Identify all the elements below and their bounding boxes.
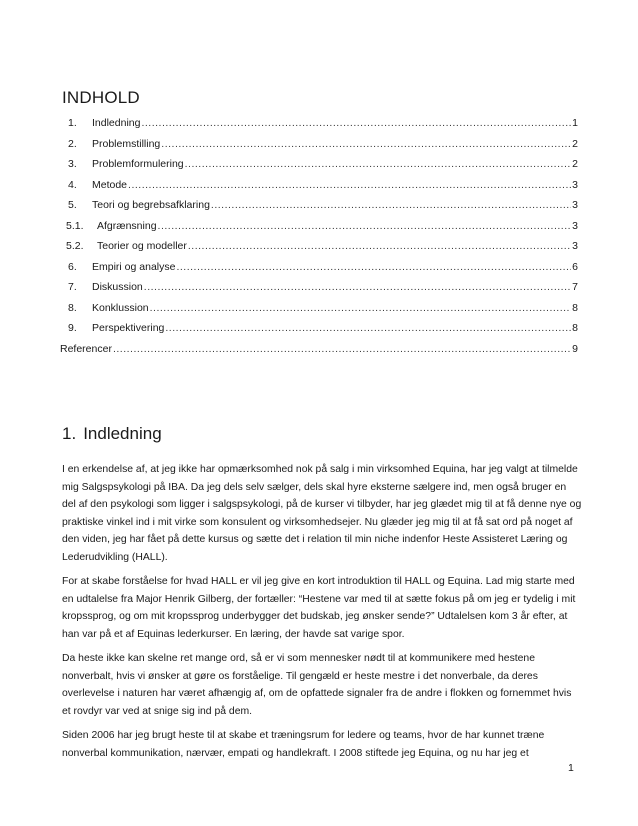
toc-entry-title: Afgrænsning (97, 219, 157, 232)
toc-entry-number: 6. (68, 260, 77, 273)
toc-entry-diskussion[interactable] (62, 277, 578, 298)
toc-entry-teorier[interactable] (62, 236, 578, 257)
toc-entry-referencer[interactable] (60, 339, 578, 360)
paragraph: Da heste ikke kan skelne ret mange ord, så er vi som mennesker nødt til at kommunikere med hestene nonverbalt, hvis vi ønsker at gøre os forståelige. Til gengæld er heste mestre i det nonverbale, da deres overlevelse i naturen har været afhængig af, om de opfattede signaler fra de andre i flokken og fornemmet hvis et rovdyr var ved at snige sig ind på dem. (62, 653, 572, 717)
section-heading (62, 424, 162, 444)
toc-entry-number: 2. (68, 137, 77, 150)
toc-entry-number: 7. (68, 281, 77, 293)
toc-entry-page: 6 (572, 260, 578, 273)
toc-entry-number: 9. (68, 322, 77, 334)
toc-entry-perspektivering[interactable] (62, 318, 578, 339)
paragraph: I en erkendelse af, at jeg ikke har opmærksomhed nok på salg i min virksomhed Equina, har jeg valgt at tilmelde mig Salgspsykologi på IBA. Da jeg dels selv sælger, dels skal hyre eksterne sælgere ind, men også bruger en del af den psykologi som ligger i salgspsykologi, på de kurser vi tilbyder, har jeg glædet mig til at få denne nye og praktiske vinkel ind i mit virke som konsulent og virksomhedsejer. Nu glæder jeg mig til at få sat ord på noget af den viden, jeg har fået på dette kursus og sætte det i relation til min niche indenfor Heste Assisteret Læring og Lederudvikling (HALL). (62, 464, 582, 563)
toc-entry-konklussion[interactable] (62, 298, 578, 319)
toc-entry-number: 1. (68, 117, 77, 129)
toc-entry-page: 8 (572, 301, 578, 314)
toc-leader-dots (158, 216, 572, 237)
toc-leader-dots (165, 318, 571, 339)
toc-leader-dots (150, 298, 572, 319)
section-number: 1. (62, 424, 77, 443)
toc-entry-page: 1 (572, 117, 578, 129)
toc-entry-title: Teorier og modeller (97, 240, 187, 252)
toc-leader-dots (141, 113, 571, 134)
toc-entry-title: Referencer (60, 342, 112, 355)
toc-entry-number: 5.1. (66, 219, 84, 232)
toc-entry-number: 5.2. (66, 240, 84, 252)
toc-leader-dots (144, 277, 571, 298)
page-number: 1 (568, 762, 574, 774)
toc-entry-page: 8 (572, 322, 578, 334)
toc-leader-dots (185, 154, 572, 175)
toc-entry-page: 3 (572, 240, 578, 252)
toc-entry-title: Diskussion (92, 281, 143, 293)
toc-leader-dots (113, 339, 571, 360)
toc-entry-empiri[interactable] (62, 257, 578, 278)
toc-entry-number: 8. (68, 301, 77, 314)
section-title: Indledning (83, 424, 162, 443)
toc-leader-dots (176, 257, 571, 278)
toc-entry-teori[interactable] (62, 195, 578, 216)
toc-entry-title: Indledning (92, 117, 141, 129)
toc-entry-number: 3. (68, 158, 77, 170)
toc-leader-dots (211, 195, 571, 216)
toc-leader-dots (161, 134, 571, 155)
toc-heading: INDHOLD (62, 88, 140, 107)
section-body (62, 461, 582, 769)
toc-entry-page: 9 (572, 342, 578, 355)
paragraph: For at skabe forståelse for hvad HALL er vil jeg give en kort introduktion til HALL og Equina. Lad mig starte med en udtalelse fra Major Henrik Gilberg, der fortæller: “Hestene var med til at sætte fokus på om jeg er tydelig i mit kropssprog, og om mit kropssprog underbygger det budskab, jeg ønsker sende?” Udtalelsen kom 3 år efter, at han var på et af Equinas lederkurser. En læring, der havde sat varige spor. (62, 576, 576, 640)
paragraph: Siden 2006 har jeg brugt heste til at skabe et træningsrum for ledere og teams, hvor de har kunnet træne nonverbal kommunikation, nærvær, empati og handlekraft. I 2008 stiftede jeg Equina, og nu har jeg et (62, 730, 545, 759)
toc-entry-page: 3 (572, 199, 578, 211)
toc-entry-problemstilling[interactable] (62, 134, 578, 155)
toc-entry-title: Problemstilling (92, 137, 161, 150)
toc-entry-indledning[interactable] (62, 113, 578, 134)
toc-entry-title: Perspektivering (92, 322, 165, 334)
toc-entry-afgraensning[interactable] (62, 216, 578, 237)
toc-entry-page: 3 (572, 178, 578, 191)
toc-entry-page: 7 (572, 281, 578, 293)
toc-entry-title: Konklussion (92, 301, 149, 314)
toc-entry-metode[interactable] (62, 175, 578, 196)
table-of-contents (62, 113, 578, 359)
toc-entry-problemformulering[interactable] (62, 154, 578, 175)
toc-entry-title: Empiri og analyse (92, 260, 176, 273)
toc-entry-title: Teori og begrebsafklaring (92, 199, 210, 211)
toc-entry-page: 3 (572, 219, 578, 232)
toc-entry-number: 4. (68, 178, 77, 191)
toc-leader-dots (188, 236, 571, 257)
toc-entry-title: Metode (92, 178, 128, 191)
toc-entry-page: 2 (572, 158, 578, 170)
toc-leader-dots (128, 175, 571, 196)
toc-entry-page: 2 (572, 137, 578, 150)
toc-entry-title: Problemformulering (92, 158, 184, 170)
toc-entry-number: 5. (68, 199, 77, 211)
